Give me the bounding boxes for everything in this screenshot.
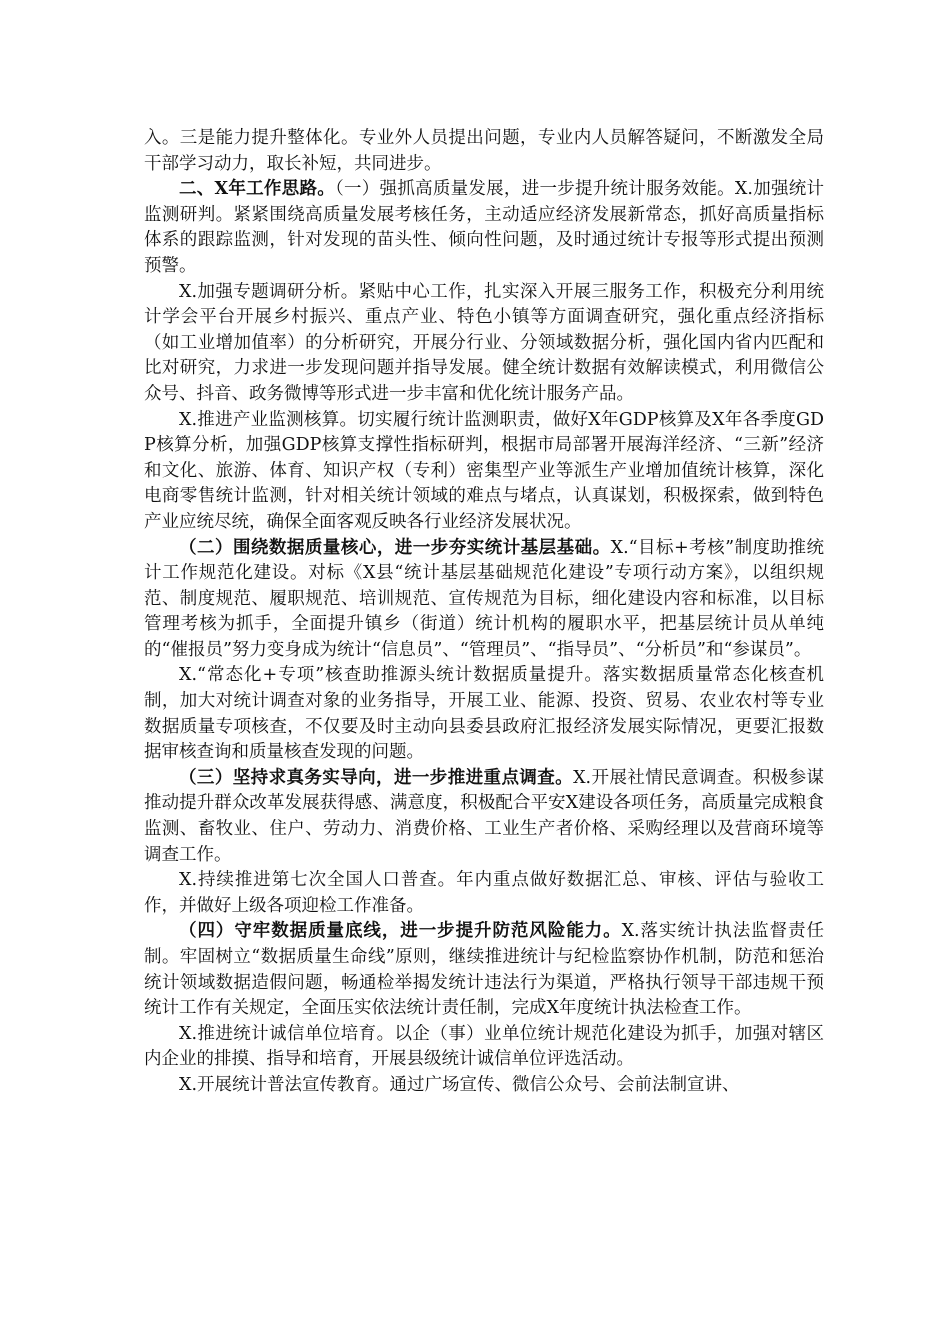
subsection-heading: （二）围绕数据质量核心，进一步夯实统计基层基础。 (179, 537, 611, 558)
document-body (144, 126, 824, 1099)
paragraph-text: X.开展统计普法宣传教育。通过广场宣传、微信公众号、会前法制宣讲、 (179, 1074, 740, 1095)
paragraph-text: X.推进产业监测核算。切实履行统计监测职责，做好X年GDP核算及X年各季度GDP核算分析，加强GDP核算支撑性指标研判，根据市局部署开展海洋经济、“三新”经济和文化、旅游、体育、知识产权（专利）密集型产业等派生产业增加值统计核算，深化电商零售统计监测，针对相关统计领域的难点与堵点，认真谋划，积极探索，做到特色产业应统尽统，确保全面客观反映各行业经济发展状况。 (144, 409, 824, 532)
paragraph-integrity-units (144, 1022, 824, 1073)
paragraph-census (144, 868, 824, 919)
paragraph-continuation (144, 126, 824, 177)
paragraph-research-analysis (144, 280, 824, 408)
paragraph-text: 入。三是能力提升整体化。专业外人员提出问题，专业内人员解答疑问，不断激发全局干部学习动力，取长补短，共同进步。 (144, 128, 824, 174)
subsection-heading: （三）坚持求真务实导向，进一步推进重点调查。 (179, 767, 574, 788)
paragraph-key-surveys (144, 766, 824, 868)
paragraph-text: X.落实统计执法监督责任制。牢固树立“数据质量生命线”原则，继续推进统计与纪检监察协作机制，防范和惩治统计领域数据造假问题，畅通检举揭发统计违法行为渠道，严格执行领导干部违规干预统计工作有关规定，全面压实依法统计责任制，完成X年度统计执法检查工作。 (144, 921, 825, 1019)
paragraph-text: X.开展社情民意调查。积极参谋推动提升群众改革发展获得感、满意度，积极配合平安X建设各项任务，高质量完成粮食监测、畜牧业、住户、劳动力、消费价格、工业生产者价格、采购经理以及营商环境等调查工作。 (144, 767, 824, 865)
paragraph-legal-education (144, 1073, 824, 1099)
paragraph-industry-monitoring (144, 408, 824, 536)
paragraph-text: X.加强专题调研分析。紧贴中心工作，扎实深入开展三服务工作，积极充分利用统计学会平台开展乡村振兴、重点产业、特色小镇等方面调查研究，强化重点经济指标（如工业增加值率）的分析研究，开展分行业、分领域数据分析，强化国内省内匹配和比对研究，力求进一步发现问题并指导发展。健全统计数据有效解读模式，利用微信公众号、抖音、政务微博等形式进一步丰富和优化统计服务产品。 (144, 281, 824, 404)
section-heading: 二、X年工作思路。 (179, 179, 335, 200)
paragraph-text: X.推进统计诚信单位培育。以企（事）业单位统计规范化建设为抓手，加强对辖区内企业的排摸、指导和培育，开展县级统计诚信单位评选活动。 (144, 1023, 824, 1070)
paragraph-verification (144, 663, 824, 765)
paragraph-data-quality-core (144, 536, 824, 664)
subsection-heading: （四）守牢数据质量底线，进一步提升防范风险能力。 (179, 921, 622, 942)
paragraph-text: X.持续推进第七次全国人口普查。年内重点做好数据汇总、审核、评估与验收工作，并做好上级各项迎检工作准备。 (144, 870, 824, 916)
paragraph-text: X.“目标+考核”制度助推统计工作规范化建设。对标《X县“统计基层基础规范化建设”专项行动方案》，以组织规范、制度规范、履职规范、培训规范、宣传规范为目标，细化建设内容和标准，以目标管理考核为抓手，全面提升镇乡（街道）统计机构的履职水平，把基层统计员从单纯的“催报员”努力变身成为统计“信息员”、“管理员”、“指导员”、“分析员”和“参谋员”。 (144, 537, 825, 660)
paragraph-text: （一）强抓高质量发展，进一步提升统计服务效能。X.加强统计监测研判。紧紧围绕高质量发展考核任务，主动适应经济发展新常态，抓好高质量指标体系的跟踪监测，针对发现的苗头性、倾向性问题，及时通过统计专报等形式提出预测预警。 (144, 179, 824, 276)
paragraph-text: X.“常态化+专项”核查助推源头统计数据质量提升。落实数据质量常态化核查机制，加大对统计调查对象的业务指导，开展工业、能源、投资、贸易、农业农村等专业数据质量专项核查，不仅要及时主动向县委县政府汇报经济发展实际情况，更要汇报数据审核查询和质量核查发现的问题。 (144, 665, 824, 763)
paragraph-work-plan-heading (144, 177, 824, 279)
paragraph-risk-prevention (144, 919, 824, 1021)
